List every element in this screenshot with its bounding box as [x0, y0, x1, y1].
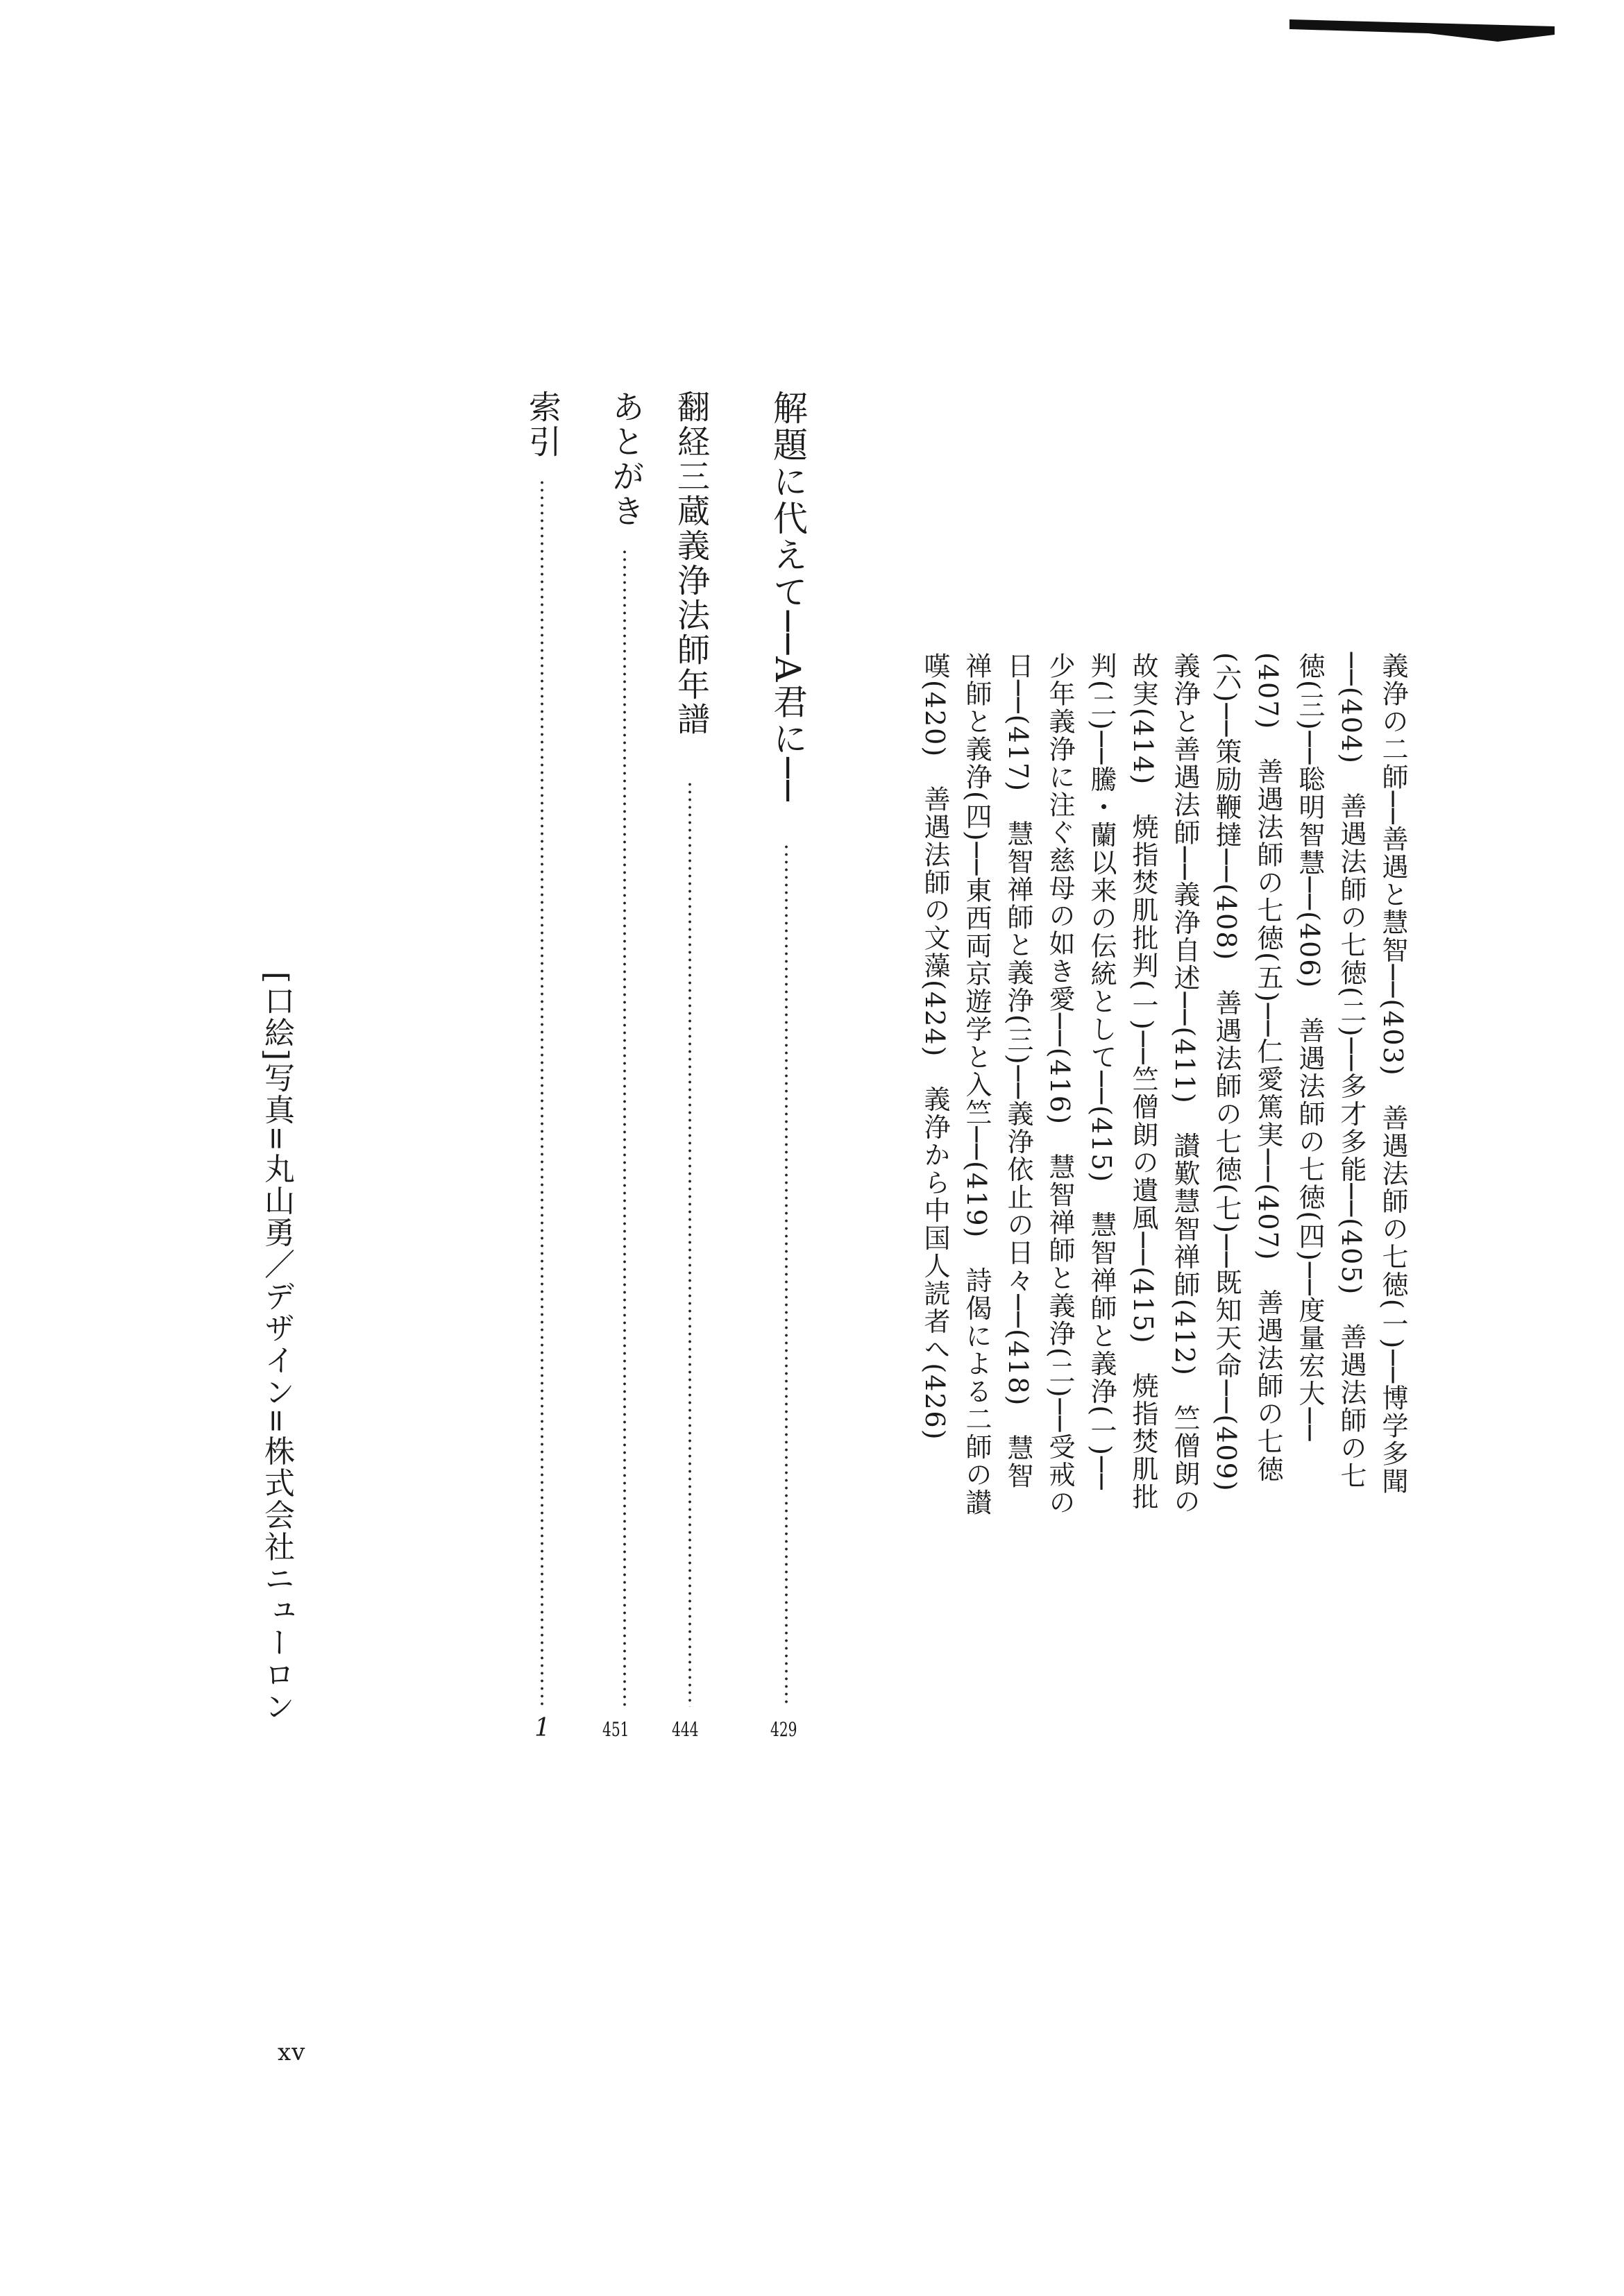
toc-entry-title: あとがき [607, 390, 645, 529]
sub-entry-line: 義浄と善遇法師──義浄自述──(411) 讃歎慧智禅師(412) 竺僧朗の [1169, 652, 1200, 1515]
sub-entry-line: 嘆(420) 善遇法師の文藻(424) 義浄から中国人読者へ(426) [920, 652, 950, 1441]
toc-entry-page: 451 [602, 1718, 629, 1741]
sub-entry-line: 徳(三)──聡明智慧──(406) 善遇法師の七徳(四)──度量宏大── [1294, 652, 1325, 1443]
toc-leader-dots [623, 548, 626, 1707]
toc-entry-page: 444 [672, 1718, 699, 1741]
frontispiece-credits: [口絵]写真=丸山勇／デザイン=株式会社ニューロン [259, 971, 294, 1723]
sub-entry-line: (407) 善遇法師の七徳(五)──仁愛篤実──(407) 善遇法師の七徳 [1253, 652, 1283, 1483]
toc-leader-dots [688, 781, 691, 1707]
toc-leader-dots [785, 843, 788, 1707]
sub-entry-line: 判(二)──騰・蘭以来の伝統として──(415) 慧智禅師と義浄(一)── [1086, 652, 1117, 1491]
toc-entry-page: 429 [770, 1718, 797, 1741]
toc-entry-page: 1 [534, 1714, 550, 1742]
sub-entry-line: ──(404) 善遇法師の七徳(二)──多才多能──(405) 善遇法師の七 [1336, 652, 1367, 1490]
toc-entry-title: 解題に代えて──A君に── [768, 390, 808, 803]
toc-leader-dots [541, 479, 543, 1707]
sub-entry-line: 故実(414) 焼指焚肌批判(一)──竺僧朗の遺風──(415) 焼指焚肌批 [1128, 652, 1158, 1511]
toc-entry-title: 索引 [523, 390, 561, 459]
sub-entry-line: 義浄の二師──善遇と慧智──(403) 善遇法師の七徳(一)──博学多聞 [1378, 652, 1408, 1496]
toc-entry-title: 翻経三蔵義浄法師年譜 [672, 390, 710, 737]
sub-entry-line: (六)──策励鞭撻──(408) 善遇法師の七徳(七)──既知天命──(409) [1211, 652, 1242, 1493]
scan-artifact-mark [1289, 14, 1555, 56]
sub-entry-line: 禅師と義浄(四)──東西両京遊学と入竺──(419) 詩偈による二師の讃 [961, 652, 992, 1517]
sub-entry-line: 少年義浄に注ぐ慈母の如き愛──(416) 慧智禅師と義浄(二)──受戒の [1044, 652, 1075, 1517]
page-folio: xv [278, 2039, 306, 2066]
sub-entry-line: 日──(417) 慧智禅師と義浄(三)──義浄依止の日々──(418) 慧智 [1003, 652, 1033, 1490]
